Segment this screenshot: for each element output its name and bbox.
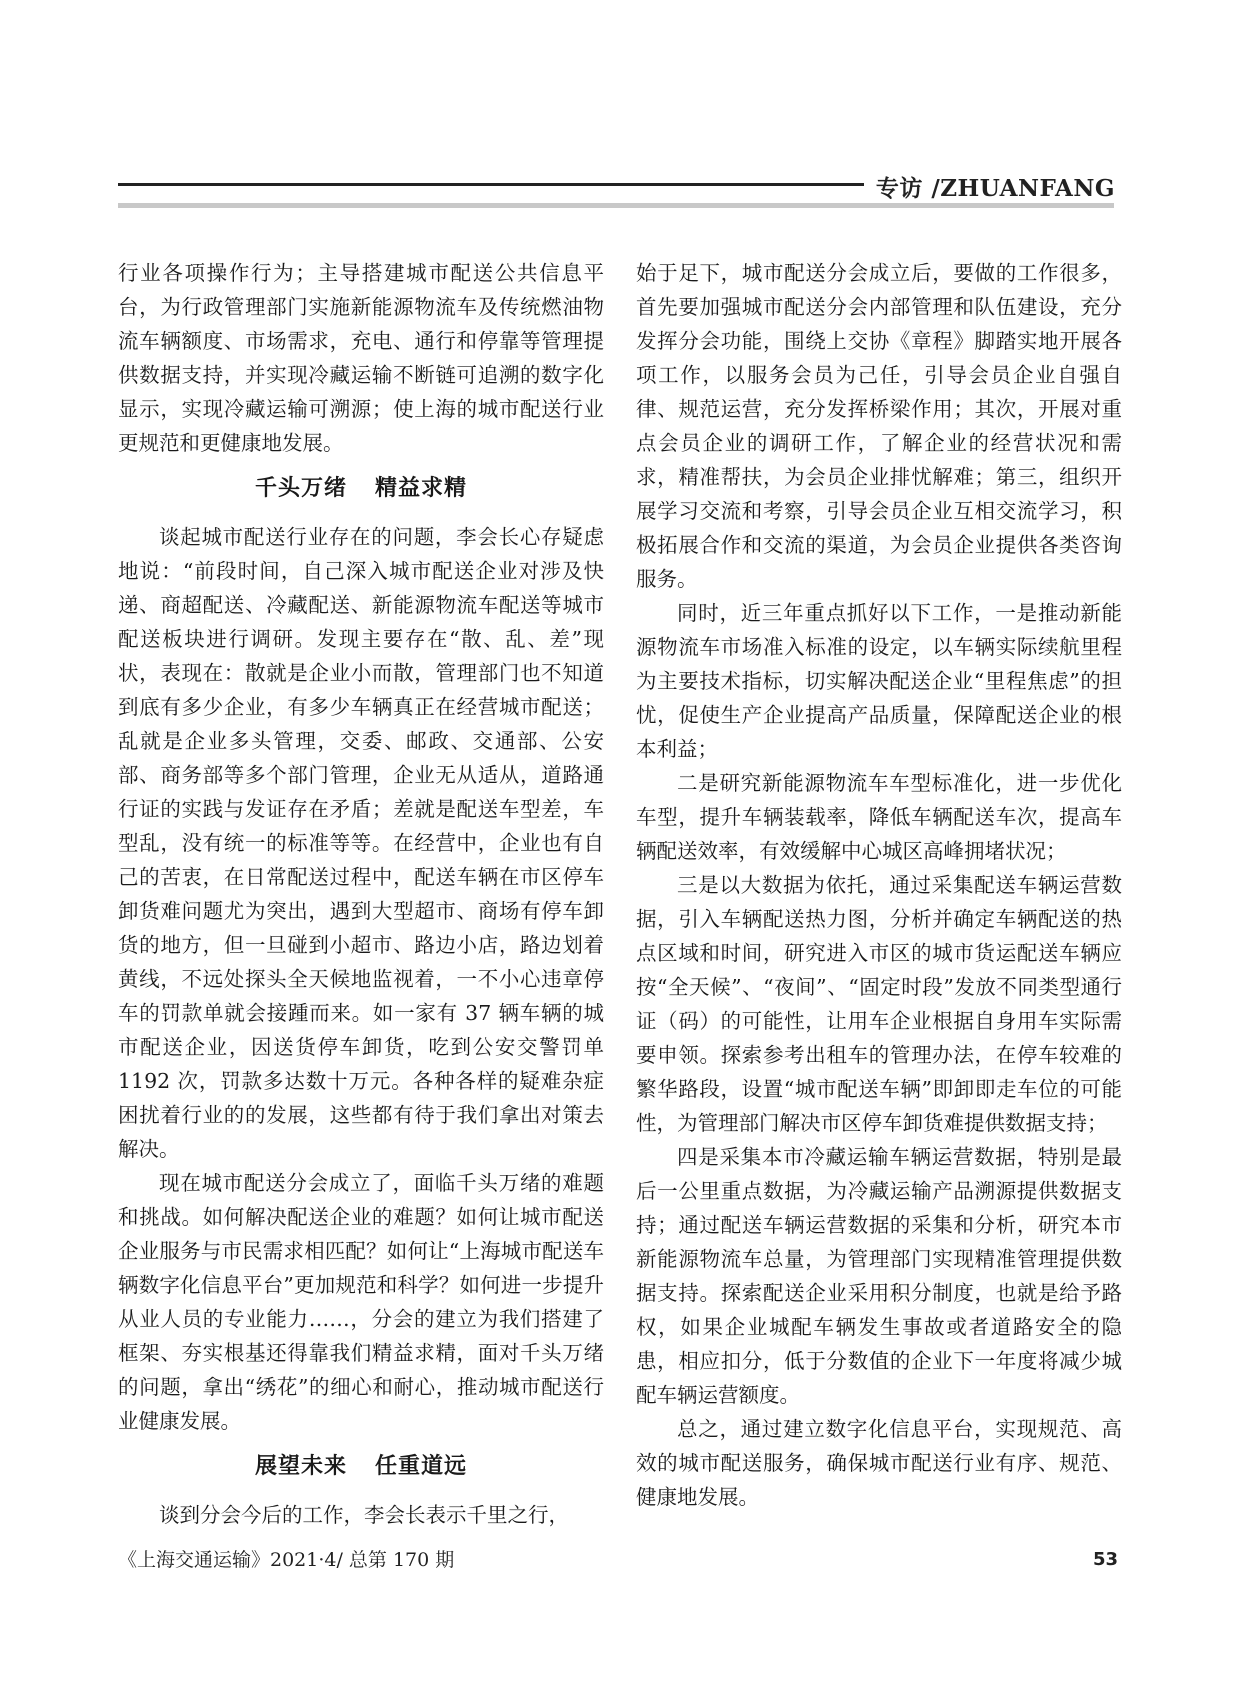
subheading-zhanwang xyxy=(118,1450,604,1484)
paragraph: 同时，近三年重点抓好以下工作，一是推动新能源物流车市场准入标准的设定，以车辆实际续航里程为主要技术指标，切实解决配送企业“里程焦虑”的担忧，促使生产企业提高产品质量，保障配送企业的根本利益； xyxy=(636,601,1122,761)
journal-citation: 《上海交通运输》2021·4/ 总第 170 期 xyxy=(118,1549,455,1571)
header-rule-thin xyxy=(118,203,1114,208)
paragraph: 行业各项操作行为；主导搭建城市配送公共信息平台，为行政管理部门实施新能源物流车及传统燃油物流车辆额度、市场需求，充电、通行和停靠等管理提供数据支持，并实现冷藏运输不断链可追溯的数字化显示，实现冷藏运输可溯源；使上海的城市配送行业更规范和更健康地发展。 xyxy=(118,261,604,455)
paragraph: 总之，通过建立数字化信息平台，实现规范、高效的城市配送服务，确保城市配送行业有序、规范、健康地发展。 xyxy=(636,1417,1122,1509)
subheading-part: 展望未来 xyxy=(254,1454,347,1479)
paragraph: 始于足下，城市配送分会成立后，要做的工作很多，首先要加强城市配送分会内部管理和队伍建设，充分发挥分会功能，围绕上交协《章程》脚踏实地开展各项工作，以服务会员为己任，引导会员企业自强自律、规范运营，充分发挥桥梁作用；其次，开展对重点会员企业的调研工作，了解企业的经营状况和需求，精准帮扶，为会员企业排忧解难；第三，组织开展学习交流和考察，引导会员企业互相交流学习，积极拓展合作和交流的渠道，为会员企业提供各类咨询服务。 xyxy=(636,261,1122,591)
paragraph: 四是采集本市冷藏运输车辆运营数据，特别是最后一公里重点数据，为冷藏运输产品溯源提供数据支持；通过配送车辆运营数据的采集和分析，研究本市新能源物流车总量，为管理部门实现精准管理提供数据支持。探索配送企业采用积分制度，也就是给予路权，如果企业城配车辆发生事故或者道路安全的隐患，相应扣分，低于分数值的企业下一年度将减少城配车辆运营额度。 xyxy=(636,1145,1122,1407)
paragraph: 谈到分会今后的工作，李会长表示千里之行， xyxy=(159,1503,569,1527)
subheading-part: 任重道远 xyxy=(375,1454,468,1479)
paragraph: 二是研究新能源物流车车型标准化，进一步优化车型，提升车辆装载率，降低车辆配送车次，提高车辆配送效率，有效缓解中心城区高峰拥堵状况； xyxy=(636,771,1122,863)
paragraph: 现在城市配送分会成立了，面临千头万绪的难题和挑战。如何解决配送企业的难题？如何让城市配送企业服务与市民需求相匹配？如何让“上海城市配送车辆数字化信息平台”更加规范和科学？如何进一步提升从业人员的专业能力……，分会的建立为我们搭建了框架、夯实根基还得靠我们精益求精，面对千头万绪的问题，拿出“绣花”的细心和耐心，推动城市配送行业健康发展。 xyxy=(118,1171,604,1433)
section-label: 专访 /ZHUANFANG xyxy=(875,175,1115,202)
subheading-part: 精益求精 xyxy=(375,476,468,501)
subheading-qiantou xyxy=(118,472,604,506)
right-column xyxy=(636,256,1122,1514)
subheading-part: 千头万绪 xyxy=(254,476,347,501)
header-rule-thick xyxy=(118,183,864,186)
left-column xyxy=(118,256,604,1532)
page-number: 53 xyxy=(1092,1549,1118,1570)
paragraph: 三是以大数据为依托，通过采集配送车辆运营数据，引入车辆配送热力图，分析并确定车辆配送的热点区域和时间，研究进入市区的城市货运配送车辆应按“全天候”、“夜间”、“固定时段”发放不同类型通行证（码）的可能性，让用车企业根据自身用车实际需要申领。探索参考出租车的管理办法，在停车较难的繁华路段，设置“城市配送车辆”即卸即走车位的可能性，为管理部门解决市区停车卸货难提供数据支持； xyxy=(636,873,1122,1135)
paragraph: 谈起城市配送行业存在的问题，李会长心存疑虑地说：“前段时间，自己深入城市配送企业对涉及快递、商超配送、冷藏配送、新能源物流车配送等城市配送板块进行调研。发现主要存在“散、乱、差”现状，表现在：散就是企业小而散，管理部门也不知道到底有多少企业，有多少车辆真正在经营城市配送；乱就是企业多头管理，交委、邮政、交通部、公安部、商务部等多个部门管理，企业无从适从，道路通行证的实践与发证存在矛盾；差就是配送车型差，车型乱，没有统一的标准等等。在经营中，企业也有自己的苦衷，在日常配送过程中，配送车辆在市区停车卸货难问题尤为突出，遇到大型超市、商场有停车卸货的地方，但一旦碰到小超市、路边小店，路边划着黄线，不远处探头全天候地监视着，一不小心违章停车的罚款单就会接踵而来。如一家有 37 辆车辆的城市配送企业，因送货停车卸货，吃到公安交警罚单1192 次，罚款多达数十万元。各种各样的疑难杂症困扰着行业的的发展，这些都有待于我们拿出对策去解决。 xyxy=(118,525,604,1161)
